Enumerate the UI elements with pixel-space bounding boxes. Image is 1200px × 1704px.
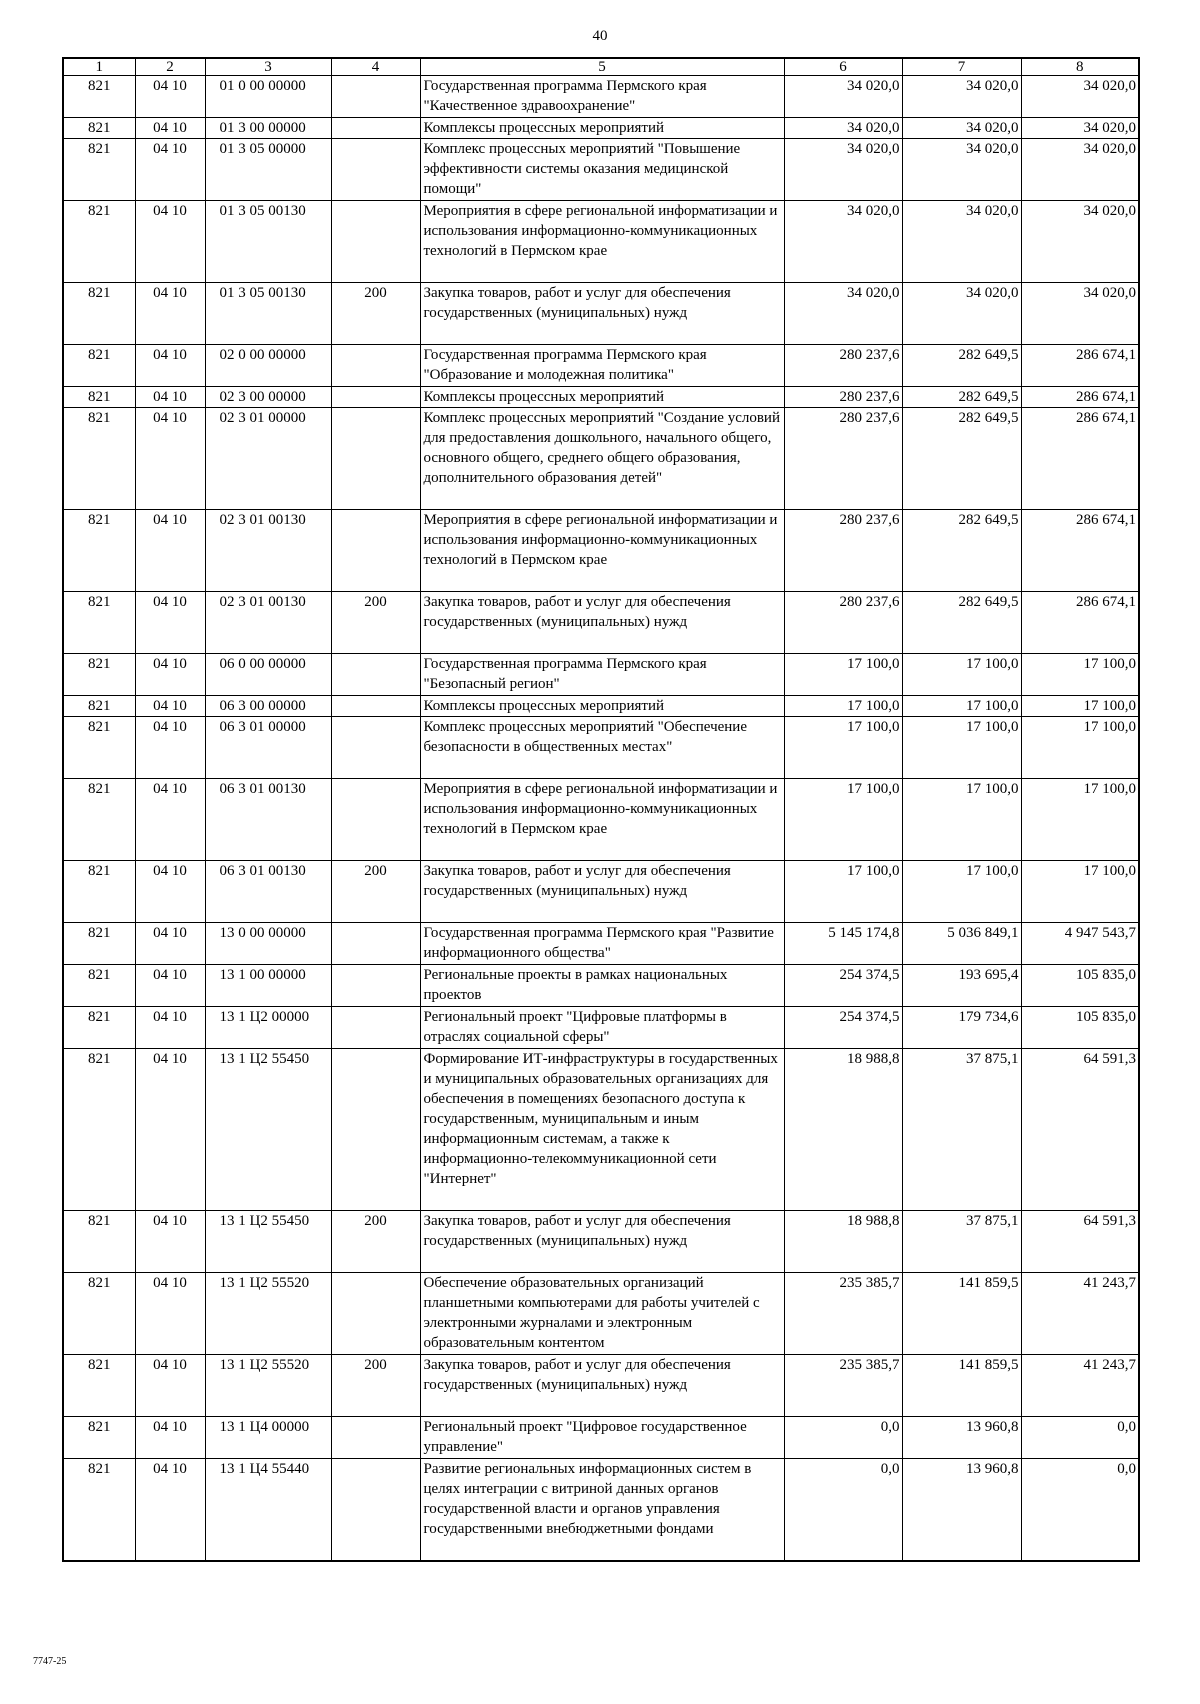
table-cell-c6: 34 020,0 <box>784 283 902 345</box>
table-cell-c6: 235 385,7 <box>784 1355 902 1417</box>
table-cell-c4: 200 <box>331 283 420 345</box>
table-cell-c5: Государственная программа Пермского края "Образование и молодежная политика" <box>420 345 784 387</box>
table-cell-c5: Развитие региональных информационных систем в целях интеграции с витриной данных органов государственной власти и органов управления государственными внебюджетными фондами <box>420 1459 784 1561</box>
table-cell-c6: 17 100,0 <box>784 861 902 923</box>
table-cell-c5: Закупка товаров, работ и услуг для обеспечения государственных (муниципальных) нужд <box>420 283 784 345</box>
table-cell-c1: 821 <box>63 201 135 283</box>
table-cell-c6: 280 237,6 <box>784 592 902 654</box>
table-cell-c6: 5 145 174,8 <box>784 923 902 965</box>
table-cell-c5: Государственная программа Пермского края "Развитие информационного общества" <box>420 923 784 965</box>
table-cell-c1: 821 <box>63 965 135 1007</box>
header-row <box>63 58 1139 76</box>
table-cell-c1: 821 <box>63 118 135 139</box>
table-cell-c8: 41 243,7 <box>1021 1273 1139 1355</box>
table-cell-c4: 200 <box>331 1355 420 1417</box>
table-row <box>63 861 1139 923</box>
header-cell: 4 <box>331 58 420 76</box>
table-cell-c6: 280 237,6 <box>784 510 902 592</box>
table-cell-c5: Закупка товаров, работ и услуг для обеспечения государственных (муниципальных) нужд <box>420 1211 784 1273</box>
table-cell-c1: 821 <box>63 1355 135 1417</box>
table-cell-c4 <box>331 510 420 592</box>
table-row <box>63 654 1139 696</box>
table-cell-c8: 64 591,3 <box>1021 1049 1139 1211</box>
table-row <box>63 1049 1139 1211</box>
header-cell: 2 <box>135 58 205 76</box>
table-row <box>63 345 1139 387</box>
table-cell-c1: 821 <box>63 510 135 592</box>
table-cell-c1: 821 <box>63 387 135 408</box>
table-cell-c1: 821 <box>63 283 135 345</box>
table-cell-c2: 04 10 <box>135 283 205 345</box>
header-cell: 1 <box>63 58 135 76</box>
table-cell-c4 <box>331 408 420 510</box>
table-cell-c7: 141 859,5 <box>902 1355 1021 1417</box>
table-cell-c6: 0,0 <box>784 1459 902 1561</box>
table-row <box>63 1459 1139 1561</box>
table-row <box>63 408 1139 510</box>
table-cell-c3: 13 1 00 00000 <box>205 965 331 1007</box>
table-cell-c1: 821 <box>63 139 135 201</box>
table-cell-c8: 286 674,1 <box>1021 592 1139 654</box>
table-cell-c7: 34 020,0 <box>902 283 1021 345</box>
table-cell-c6: 34 020,0 <box>784 139 902 201</box>
table-row <box>63 1417 1139 1459</box>
header-cell: 3 <box>205 58 331 76</box>
table-cell-c6: 34 020,0 <box>784 118 902 139</box>
table-cell-c4 <box>331 965 420 1007</box>
table-cell-c8: 17 100,0 <box>1021 861 1139 923</box>
table-cell-c4 <box>331 696 420 717</box>
table-cell-c1: 821 <box>63 1459 135 1561</box>
table-cell-c2: 04 10 <box>135 139 205 201</box>
table-cell-c6: 254 374,5 <box>784 1007 902 1049</box>
table-cell-c2: 04 10 <box>135 201 205 283</box>
table-cell-c6: 17 100,0 <box>784 654 902 696</box>
table-cell-c5: Комплексы процессных мероприятий <box>420 696 784 717</box>
table-cell-c2: 04 10 <box>135 965 205 1007</box>
table-cell-c1: 821 <box>63 696 135 717</box>
table-cell-c8: 34 020,0 <box>1021 139 1139 201</box>
table-cell-c1: 821 <box>63 923 135 965</box>
table-cell-c4 <box>331 1417 420 1459</box>
table-row <box>63 923 1139 965</box>
table-cell-c2: 04 10 <box>135 1273 205 1355</box>
table-cell-c4 <box>331 1049 420 1211</box>
table-cell-c7: 17 100,0 <box>902 717 1021 779</box>
table-cell-c2: 04 10 <box>135 696 205 717</box>
table-cell-c3: 02 3 01 00000 <box>205 408 331 510</box>
table-cell-c1: 821 <box>63 1007 135 1049</box>
table-cell-c8: 286 674,1 <box>1021 510 1139 592</box>
table-cell-c1: 821 <box>63 408 135 510</box>
table-cell-c7: 17 100,0 <box>902 861 1021 923</box>
table-cell-c2: 04 10 <box>135 1211 205 1273</box>
table-cell-c3: 02 3 00 00000 <box>205 387 331 408</box>
table-cell-c8: 41 243,7 <box>1021 1355 1139 1417</box>
table-cell-c8: 17 100,0 <box>1021 779 1139 861</box>
table-cell-c6: 235 385,7 <box>784 1273 902 1355</box>
table-cell-c8: 34 020,0 <box>1021 201 1139 283</box>
table-cell-c3: 01 0 00 00000 <box>205 76 331 118</box>
table-row <box>63 118 1139 139</box>
table-cell-c4 <box>331 201 420 283</box>
table-cell-c1: 821 <box>63 717 135 779</box>
table-cell-c2: 04 10 <box>135 1417 205 1459</box>
table-cell-c4: 200 <box>331 592 420 654</box>
table-cell-c7: 37 875,1 <box>902 1049 1021 1211</box>
table-cell-c1: 821 <box>63 76 135 118</box>
table-cell-c8: 105 835,0 <box>1021 965 1139 1007</box>
table-cell-c3: 02 3 01 00130 <box>205 510 331 592</box>
table-cell-c5: Комплексы процессных мероприятий <box>420 387 784 408</box>
table-cell-c5: Комплексы процессных мероприятий <box>420 118 784 139</box>
table-cell-c7: 13 960,8 <box>902 1417 1021 1459</box>
table-cell-c3: 01 3 05 00130 <box>205 283 331 345</box>
table-cell-c7: 17 100,0 <box>902 654 1021 696</box>
table-row <box>63 510 1139 592</box>
table-cell-c7: 34 020,0 <box>902 139 1021 201</box>
table-cell-c5: Региональный проект "Цифровое государственное управление" <box>420 1417 784 1459</box>
budget-table <box>62 57 1140 1562</box>
header-cell: 5 <box>420 58 784 76</box>
table-cell-c4 <box>331 345 420 387</box>
table-cell-c5: Закупка товаров, работ и услуг для обеспечения государственных (муниципальных) нужд <box>420 861 784 923</box>
table-cell-c3: 02 0 00 00000 <box>205 345 331 387</box>
table-row <box>63 283 1139 345</box>
table-cell-c5: Закупка товаров, работ и услуг для обеспечения государственных (муниципальных) нужд <box>420 1355 784 1417</box>
table-cell-c5: Формирование ИТ-инфраструктуры в государственных и муниципальных образовательных организациях для обеспечения в помещениях безопасного доступа к государственным, муниципальным и иным информационным системам, а также к информационно-телекоммуникационной сети "Интернет" <box>420 1049 784 1211</box>
table-row <box>63 201 1139 283</box>
header-cell: 7 <box>902 58 1021 76</box>
table-cell-c4 <box>331 139 420 201</box>
table-row <box>63 779 1139 861</box>
table-cell-c5: Мероприятия в сфере региональной информатизации и использования информационно-коммуникационных технологий в Пермском крае <box>420 510 784 592</box>
table-cell-c1: 821 <box>63 1417 135 1459</box>
table-body <box>63 76 1139 1561</box>
table-cell-c2: 04 10 <box>135 345 205 387</box>
table-cell-c4 <box>331 654 420 696</box>
table-cell-c7: 179 734,6 <box>902 1007 1021 1049</box>
table-cell-c3: 06 0 00 00000 <box>205 654 331 696</box>
table-cell-c8: 34 020,0 <box>1021 76 1139 118</box>
table-cell-c4 <box>331 717 420 779</box>
table-cell-c5: Комплекс процессных мероприятий "Повышение эффективности системы оказания медицинской помощи" <box>420 139 784 201</box>
table-cell-c7: 17 100,0 <box>902 696 1021 717</box>
table-cell-c5: Региональные проекты в рамках национальных проектов <box>420 965 784 1007</box>
table-cell-c7: 34 020,0 <box>902 76 1021 118</box>
table-row <box>63 717 1139 779</box>
table-cell-c8: 64 591,3 <box>1021 1211 1139 1273</box>
table-cell-c8: 17 100,0 <box>1021 717 1139 779</box>
document-code: 7747-25 <box>33 1656 67 1667</box>
table-cell-c6: 280 237,6 <box>784 345 902 387</box>
table-cell-c5: Закупка товаров, работ и услуг для обеспечения государственных (муниципальных) нужд <box>420 592 784 654</box>
table-cell-c7: 282 649,5 <box>902 345 1021 387</box>
table-cell-c2: 04 10 <box>135 654 205 696</box>
table-cell-c4: 200 <box>331 861 420 923</box>
table-cell-c4 <box>331 1007 420 1049</box>
header-cell: 6 <box>784 58 902 76</box>
table-cell-c3: 02 3 01 00130 <box>205 592 331 654</box>
table-cell-c4 <box>331 923 420 965</box>
table-cell-c4 <box>331 779 420 861</box>
table-cell-c8: 286 674,1 <box>1021 345 1139 387</box>
header-cell: 8 <box>1021 58 1139 76</box>
table-cell-c8: 34 020,0 <box>1021 283 1139 345</box>
table-cell-c1: 821 <box>63 1273 135 1355</box>
table-cell-c7: 282 649,5 <box>902 408 1021 510</box>
page-number: 40 <box>592 28 608 44</box>
table-cell-c2: 04 10 <box>135 118 205 139</box>
table-cell-c3: 06 3 01 00130 <box>205 861 331 923</box>
table-cell-c8: 17 100,0 <box>1021 696 1139 717</box>
table-cell-c2: 04 10 <box>135 1355 205 1417</box>
table-cell-c3: 01 3 05 00000 <box>205 139 331 201</box>
table-cell-c8: 0,0 <box>1021 1459 1139 1561</box>
table-cell-c7: 17 100,0 <box>902 779 1021 861</box>
table-cell-c6: 34 020,0 <box>784 76 902 118</box>
table-cell-c4 <box>331 387 420 408</box>
table-cell-c3: 06 3 01 00130 <box>205 779 331 861</box>
table-cell-c1: 821 <box>63 592 135 654</box>
table-cell-c8: 286 674,1 <box>1021 408 1139 510</box>
table-cell-c6: 0,0 <box>784 1417 902 1459</box>
table-cell-c2: 04 10 <box>135 1049 205 1211</box>
table-row <box>63 387 1139 408</box>
table-cell-c5: Региональный проект "Цифровые платформы в отраслях социальной сферы" <box>420 1007 784 1049</box>
table-cell-c2: 04 10 <box>135 1459 205 1561</box>
table-row <box>63 1355 1139 1417</box>
table-row <box>63 1273 1139 1355</box>
table-cell-c4: 200 <box>331 1211 420 1273</box>
table-cell-c5: Государственная программа Пермского края "Безопасный регион" <box>420 654 784 696</box>
table-cell-c7: 34 020,0 <box>902 201 1021 283</box>
table-cell-c5: Комплекс процессных мероприятий "Создание условий для предоставления дошкольного, начального общего, основного общего, среднего общего образования, дополнительного образования детей" <box>420 408 784 510</box>
table-cell-c1: 821 <box>63 1211 135 1273</box>
table-cell-c1: 821 <box>63 1049 135 1211</box>
table-cell-c3: 13 1 Ц4 00000 <box>205 1417 331 1459</box>
table-cell-c7: 141 859,5 <box>902 1273 1021 1355</box>
table-cell-c5: Государственная программа Пермского края "Качественное здравоохранение" <box>420 76 784 118</box>
table-row <box>63 1211 1139 1273</box>
table-cell-c4 <box>331 76 420 118</box>
table-cell-c7: 13 960,8 <box>902 1459 1021 1561</box>
table-cell-c5: Обеспечение образовательных организаций планшетными компьютерами для работы учителей с электронными журналами и электронным образовательным контентом <box>420 1273 784 1355</box>
table-cell-c3: 13 1 Ц2 55450 <box>205 1049 331 1211</box>
table-cell-c6: 280 237,6 <box>784 408 902 510</box>
table-cell-c3: 13 1 Ц4 55440 <box>205 1459 331 1561</box>
table-row <box>63 76 1139 118</box>
table-cell-c2: 04 10 <box>135 717 205 779</box>
table-cell-c7: 282 649,5 <box>902 592 1021 654</box>
table-cell-c3: 06 3 00 00000 <box>205 696 331 717</box>
table-row <box>63 592 1139 654</box>
table-cell-c5: Мероприятия в сфере региональной информатизации и использования информационно-коммуникационных технологий в Пермском крае <box>420 779 784 861</box>
table-cell-c2: 04 10 <box>135 861 205 923</box>
table-cell-c2: 04 10 <box>135 1007 205 1049</box>
table-cell-c7: 37 875,1 <box>902 1211 1021 1273</box>
table-cell-c8: 34 020,0 <box>1021 118 1139 139</box>
table-cell-c3: 06 3 01 00000 <box>205 717 331 779</box>
table-cell-c6: 254 374,5 <box>784 965 902 1007</box>
table-cell-c8: 286 674,1 <box>1021 387 1139 408</box>
table-cell-c2: 04 10 <box>135 76 205 118</box>
table-cell-c6: 18 988,8 <box>784 1049 902 1211</box>
table-cell-c6: 18 988,8 <box>784 1211 902 1273</box>
table-row <box>63 965 1139 1007</box>
table-cell-c5: Мероприятия в сфере региональной информатизации и использования информационно-коммуникационных технологий в Пермском крае <box>420 201 784 283</box>
table-cell-c3: 13 0 00 00000 <box>205 923 331 965</box>
table-cell-c8: 17 100,0 <box>1021 654 1139 696</box>
table-cell-c7: 282 649,5 <box>902 510 1021 592</box>
table-cell-c7: 5 036 849,1 <box>902 923 1021 965</box>
table-cell-c2: 04 10 <box>135 408 205 510</box>
table-cell-c3: 01 3 00 00000 <box>205 118 331 139</box>
table-row <box>63 696 1139 717</box>
table-cell-c2: 04 10 <box>135 923 205 965</box>
table-cell-c6: 17 100,0 <box>784 696 902 717</box>
table-cell-c3: 13 1 Ц2 00000 <box>205 1007 331 1049</box>
table-cell-c6: 17 100,0 <box>784 779 902 861</box>
table-cell-c3: 13 1 Ц2 55520 <box>205 1273 331 1355</box>
table-cell-c8: 0,0 <box>1021 1417 1139 1459</box>
table-cell-c2: 04 10 <box>135 779 205 861</box>
table-cell-c2: 04 10 <box>135 387 205 408</box>
table-cell-c1: 821 <box>63 654 135 696</box>
table-cell-c5: Комплекс процессных мероприятий "Обеспечение безопасности в общественных местах" <box>420 717 784 779</box>
table-cell-c8: 4 947 543,7 <box>1021 923 1139 965</box>
table-cell-c7: 193 695,4 <box>902 965 1021 1007</box>
table-cell-c6: 17 100,0 <box>784 717 902 779</box>
table-cell-c1: 821 <box>63 779 135 861</box>
table-cell-c2: 04 10 <box>135 592 205 654</box>
table-row <box>63 139 1139 201</box>
table-row <box>63 1007 1139 1049</box>
table-cell-c1: 821 <box>63 345 135 387</box>
table-cell-c3: 13 1 Ц2 55450 <box>205 1211 331 1273</box>
table-cell-c8: 105 835,0 <box>1021 1007 1139 1049</box>
table-cell-c3: 13 1 Ц2 55520 <box>205 1355 331 1417</box>
table-cell-c1: 821 <box>63 861 135 923</box>
table-cell-c4 <box>331 1273 420 1355</box>
table-cell-c2: 04 10 <box>135 510 205 592</box>
table-cell-c4 <box>331 1459 420 1561</box>
table-cell-c6: 280 237,6 <box>784 387 902 408</box>
table-cell-c7: 282 649,5 <box>902 387 1021 408</box>
table-cell-c6: 34 020,0 <box>784 201 902 283</box>
table-cell-c7: 34 020,0 <box>902 118 1021 139</box>
table-cell-c4 <box>331 118 420 139</box>
table-cell-c3: 01 3 05 00130 <box>205 201 331 283</box>
